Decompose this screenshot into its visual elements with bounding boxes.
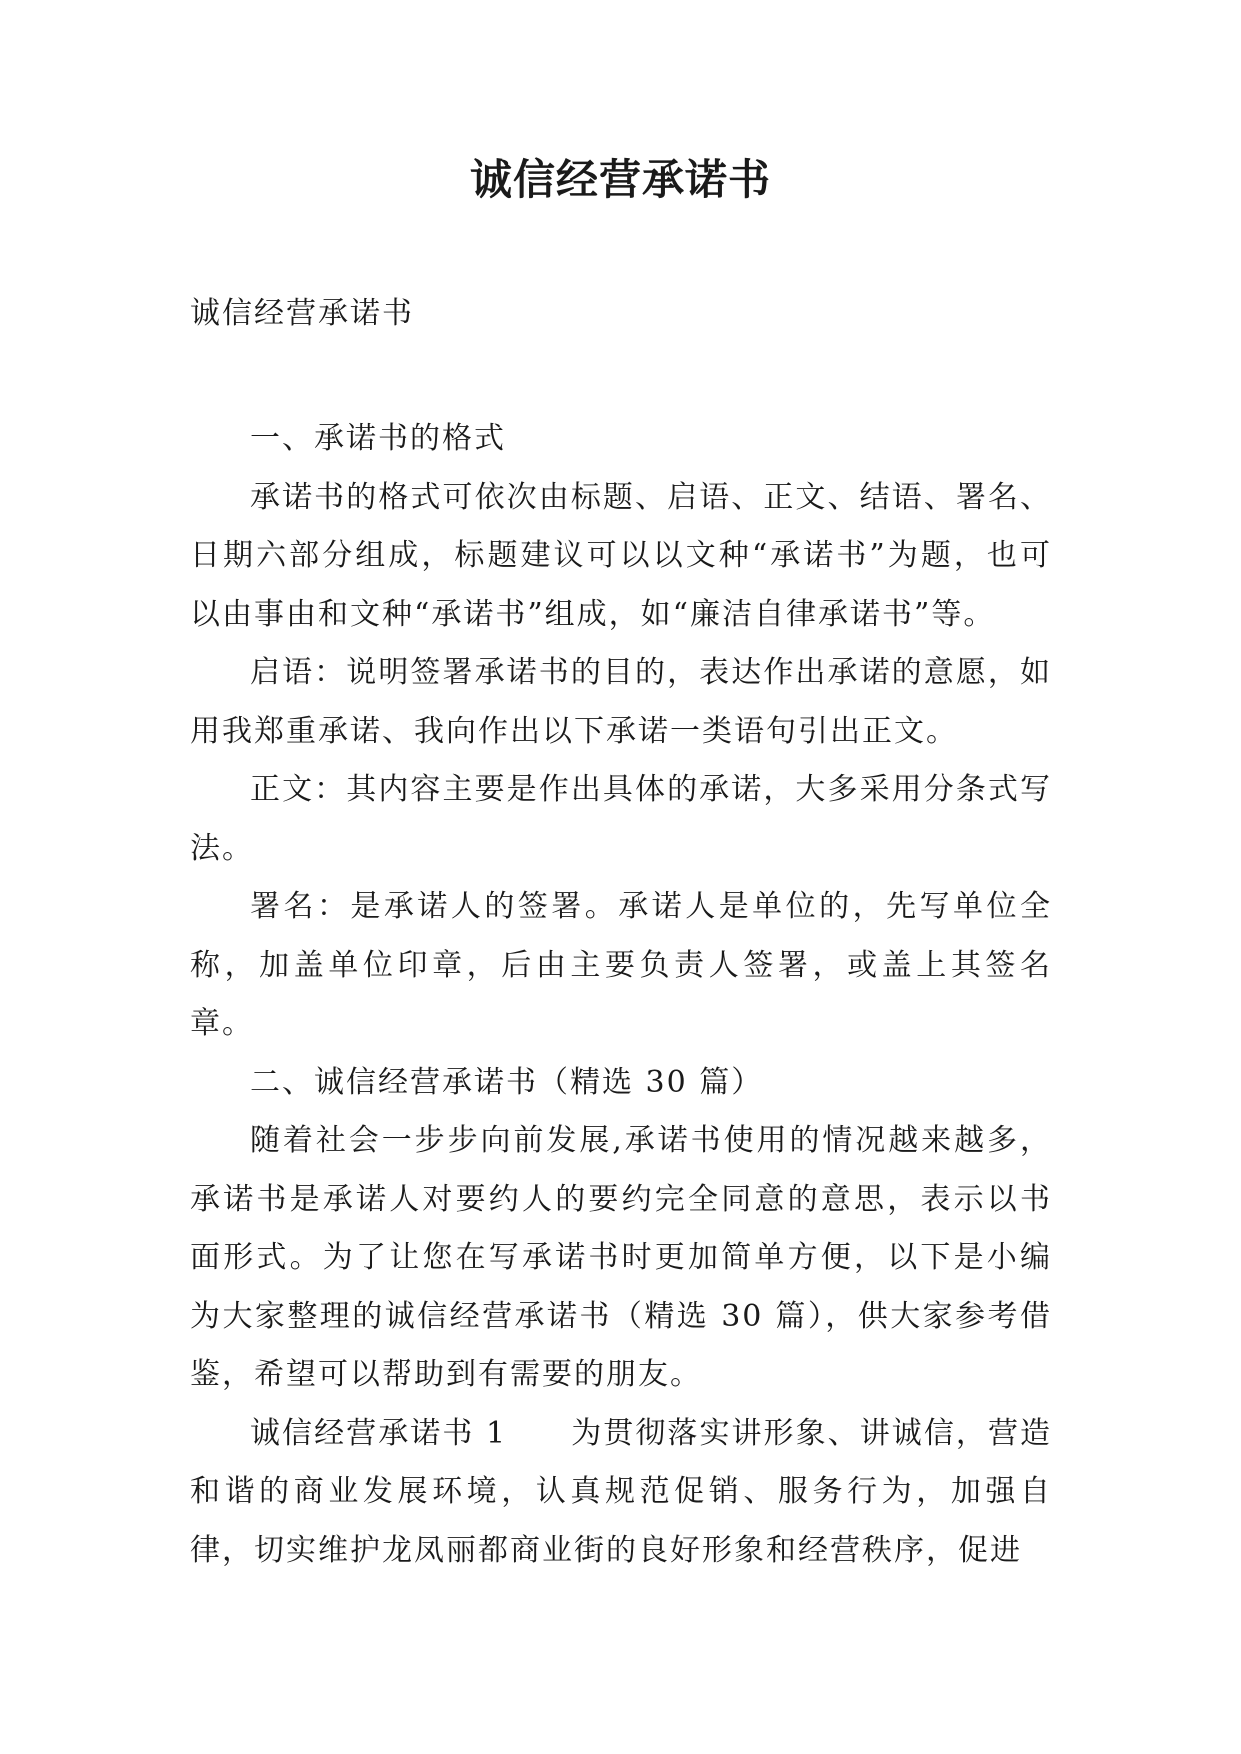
paragraph-signature: 署名：是承诺人的签署。承诺人是单位的，先写单位全称，加盖单位印章，后由主要负责人签署，或盖上其签名章。 <box>190 889 1052 1041</box>
section-heading-samples: 二、诚信经营承诺书（精选 30 篇） <box>250 1064 764 1100</box>
paragraph-format-description: 承诺书的格式可依次由标题、启语、正文、结语、署名、日期六部分组成，标题建议可以以文种“承诺书”为题，也可以由事由和文种“承诺书”组成，如“廉洁自律承诺书”等。 <box>190 479 1052 632</box>
paragraph-main-text: 正文：其内容主要是作出具体的承诺，大多采用分条式写法。 <box>190 772 1052 866</box>
document-body <box>190 410 1052 1580</box>
section-heading-format: 一、承诺书的格式 <box>250 421 506 456</box>
document-subtitle: 诚信经营承诺书 <box>190 296 414 331</box>
paragraph-opening: 启语：说明签署承诺书的目的，表达作出承诺的意愿，如用我郑重承诺、我向作出以下承诺一类语句引出正文。 <box>190 655 1052 749</box>
paragraph-sample-1: 诚信经营承诺书 1 为贯彻落实讲形象、讲诚信，营造和谐的商业发展环境，认真规范促销、服务行为，加强自律，切实维护龙凤丽都商业街的良好形象和经营秩序，促进 <box>190 1415 1052 1568</box>
paragraph-intro: 随着社会一步步向前发展,承诺书使用的情况越来越多，承诺书是承诺人对要约人的要约完全同意的意思，表示以书面形式。为了让您在写承诺书时更加简单方便，以下是小编为大家整理的诚信经营承诺书（精选 30 篇），供大家参考借鉴，希望可以帮助到有需要的朋友。 <box>190 1123 1052 1392</box>
document-title: 诚信经营承诺书 <box>469 155 771 204</box>
